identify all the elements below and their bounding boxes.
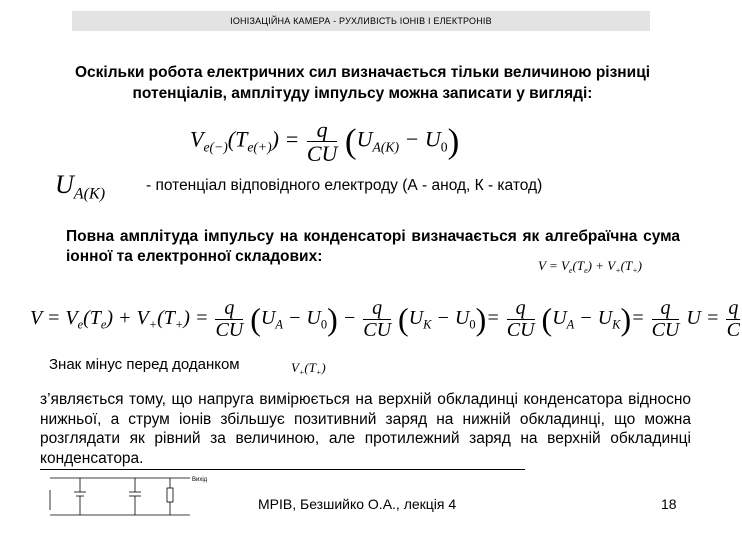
amplitude-formula: $V_{e(-)}(T_{e(+)})$ = $\frac{q}{CU}$ $(U_{A(K)} - U_0)$ [190,117,460,167]
circuit-diagram [40,470,215,525]
minus-sign-label: Знак мінус перед доданком [49,356,240,373]
total-amplitude-paragraph: Повна амплітуда імпульсу на конденсаторі визначається як алгебраїчна сума іонної та електронної складових: [66,228,680,265]
electrode-potential-description: - потенціал відповідного електроду (А - анод, К - катод) [146,177,543,194]
ion-term-formula: $V_+(T_+)$ [291,360,326,377]
intro-paragraph: Оскільки робота електричних сил визначається тільки величиною різниці потенціалів, амплітуду імпульсу можна записати у вигляді: [74,64,651,102]
inline-sum-formula: $V = V_e(T_e) + V_+(T_+)$ [538,258,642,275]
explanation-paragraph: з’являється тому, що напруга вимірюється на верхній обкладинці конденсатора відносно нижньої, а струм іонів збільшує позитивний заряд на нижній обкладинці, що можна розглядати як рівний за величиною, але протилежний заряд на верхній обкладинці конденсатора. [40,391,691,467]
page-number: 18 [661,496,677,512]
full-amplitude-equation: $V = V_e(T_e) + V_+(T_+)$ = $\frac{q}{CU}$ $(U_A - U_0)$ − $\frac{q}{CU}$ $(U_K - U_0)=$ $\frac{q}{CU}$ $(U_A - U_K)=$ $\frac{q}{CU}$ U = $\frac{q}{C}$ [30,297,741,341]
slide-header: ІОНІЗАЦІЙНА КАМЕРА - РУХЛИВІСТЬ ІОНІВ І ЕЛЕКТРОНІВ [72,11,650,31]
circuit-output-label: Вихід [192,477,208,483]
electrode-potential-symbol: $U_{A(K)}$ [55,170,106,203]
footer-author: МРІВ, Безшийко О.А., лекція 4 [258,496,457,512]
